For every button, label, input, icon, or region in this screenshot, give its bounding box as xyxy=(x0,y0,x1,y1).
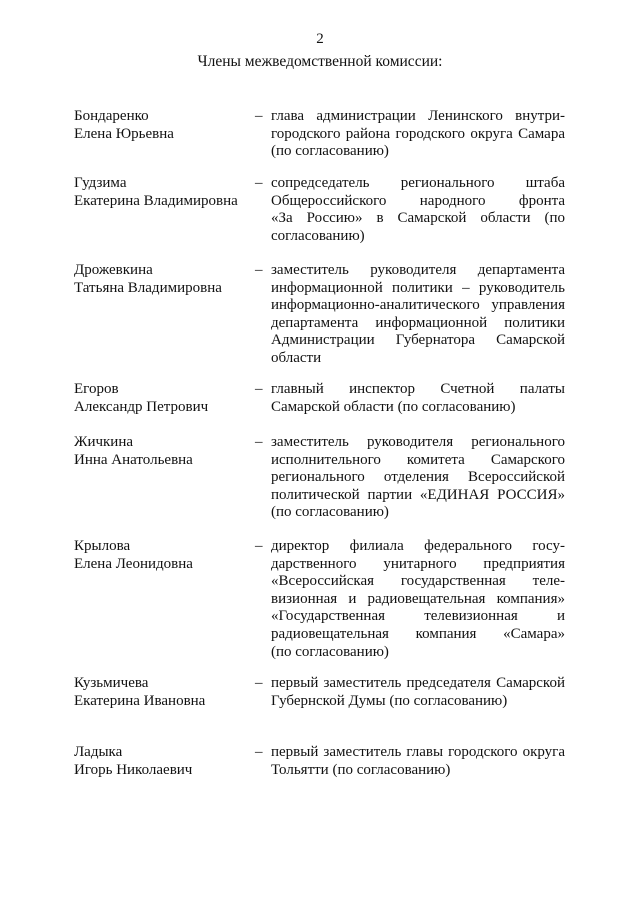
member-dash: – xyxy=(255,262,263,278)
member-dash: – xyxy=(255,538,263,554)
member-name xyxy=(74,675,254,710)
member-given-name: Инна Анатольевна xyxy=(74,451,193,468)
member-surname: Жичкина xyxy=(74,434,134,450)
member-dash: – xyxy=(255,175,263,191)
page-heading: Члены межведомственной комиссии: xyxy=(197,53,443,70)
member-given-name: Игорь Николаевич xyxy=(74,761,193,778)
role-line: «Государственная телевизионная и xyxy=(271,608,565,625)
role-line: Тольятти (по согласованию) xyxy=(271,761,451,778)
role-line: первый заместитель председателя Самарской xyxy=(271,675,565,691)
member-role xyxy=(271,262,565,368)
role-line: директор филиала федерального госу- xyxy=(271,538,565,554)
role-line: главный инспектор Счетной палаты xyxy=(271,381,565,397)
member-name xyxy=(74,108,254,143)
member-given-name: Татьяна Владимировна xyxy=(74,279,222,296)
role-line: первый заместитель главы городского округа xyxy=(271,744,565,760)
role-line: области xyxy=(271,349,322,366)
role-line: департамента информационной политики xyxy=(271,314,565,331)
role-line: политической партии «ЕДИНАЯ РОССИЯ» xyxy=(271,486,565,503)
member-role xyxy=(271,175,565,245)
role-line: согласованию) xyxy=(271,227,365,244)
role-line: информационной политики – руководитель xyxy=(271,279,565,296)
role-line: радиовещательная компания «Самара» xyxy=(271,625,565,642)
role-line: регионального отделения Всероссийской xyxy=(271,469,565,486)
member-dash: – xyxy=(255,744,263,760)
member-surname: Егоров xyxy=(74,381,119,397)
role-line: Администрации Губернатора Самарской xyxy=(271,332,565,349)
role-line: (по согласованию) xyxy=(271,643,389,660)
role-line: исполнительного комитета Самарского xyxy=(271,451,565,468)
role-line: заместитель руководителя департамента xyxy=(271,262,565,278)
member-given-name: Елена Юрьевна xyxy=(74,125,174,142)
role-line: городского района городского округа Самара xyxy=(271,125,565,142)
role-line: Общероссийского народного фронта xyxy=(271,192,565,209)
role-line: заместитель руководителя регионального xyxy=(271,434,565,450)
member-name xyxy=(74,175,254,210)
member-name xyxy=(74,381,254,416)
page-number: 2 xyxy=(316,31,324,47)
role-line: глава администрации Ленинского внутри- xyxy=(271,108,565,124)
role-line: Самарской области (по согласованию) xyxy=(271,398,516,415)
member-role xyxy=(271,675,565,710)
member-surname: Бондаренко xyxy=(74,108,149,124)
role-line: сопредседатель регионального штаба xyxy=(271,175,565,191)
role-line: «Всероссийская государственная теле- xyxy=(271,573,565,590)
role-line: (по согласованию) xyxy=(271,143,389,160)
member-name xyxy=(74,434,254,469)
member-dash: – xyxy=(255,675,263,691)
member-given-name: Елена Леонидовна xyxy=(74,555,193,572)
role-line: (по согласованию) xyxy=(271,504,389,521)
role-line: «За Россию» в Самарской области (по xyxy=(271,210,565,227)
member-role xyxy=(271,108,565,161)
member-dash: – xyxy=(255,434,263,450)
member-surname: Кузьмичева xyxy=(74,675,149,691)
member-role xyxy=(271,744,565,779)
member-role xyxy=(271,381,565,416)
role-line: визионная и радиовещательная компания» xyxy=(271,590,565,607)
member-surname: Гудзима xyxy=(74,175,127,191)
member-role xyxy=(271,538,565,661)
member-given-name: Екатерина Владимировна xyxy=(74,192,238,209)
member-name xyxy=(74,262,254,297)
member-surname: Ладыка xyxy=(74,744,123,760)
member-role xyxy=(271,434,565,522)
member-dash: – xyxy=(255,108,263,124)
role-line: Губернской Думы (по согласованию) xyxy=(271,692,508,709)
member-given-name: Екатерина Ивановна xyxy=(74,692,206,709)
member-surname: Дрожевкина xyxy=(74,262,153,278)
member-dash: – xyxy=(255,381,263,397)
member-given-name: Александр Петрович xyxy=(74,398,209,415)
role-line: дарственного унитарного предприятия xyxy=(271,555,565,572)
member-name xyxy=(74,744,254,779)
role-line: информационно-аналитического управления xyxy=(271,297,565,314)
member-name xyxy=(74,538,254,573)
member-surname: Крылова xyxy=(74,538,131,554)
